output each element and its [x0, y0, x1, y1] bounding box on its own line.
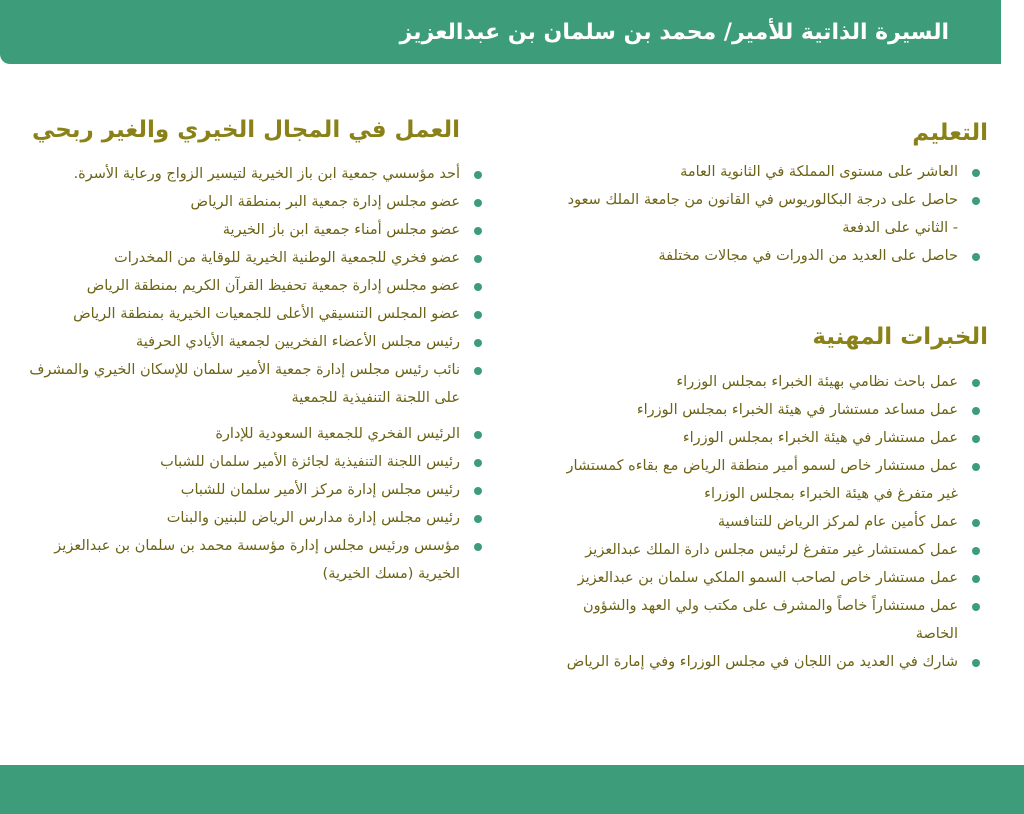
bullet-icon — [972, 253, 980, 261]
charity-item-text: عضو مجلس إدارة جمعية تحفيظ القرآن الكريم بمنطقة الرياض — [86, 278, 460, 294]
experience-item-text: عمل مستشار خاص لصاحب السمو الملكي سلمان بن عبدالعزيز — [577, 570, 958, 586]
experience-item-text: عمل كمستشار غير متفرغ لرئيس مجلس دارة الملك عبدالعزيز — [585, 542, 958, 558]
charity-item-text: رئيس اللجنة التنفيذية لجائزة الأمير سلمان للشباب — [160, 454, 460, 470]
header-band — [0, 0, 1001, 64]
bullet-icon — [474, 255, 482, 263]
charity-item-text: الرئيس الفخري للجمعية السعودية للإدارة — [215, 426, 460, 442]
charity-list — [26, 160, 486, 588]
bullet-icon — [474, 431, 482, 439]
charity-item-text: عضو فخري للجمعية الوطنية الخيرية للوقاية من المخدرات — [114, 250, 460, 266]
charity-item — [26, 160, 486, 188]
bullet-icon — [972, 519, 980, 527]
bullet-icon — [474, 367, 482, 375]
charity-item — [26, 272, 486, 300]
charity-item-text: أحد مؤسسي جمعية ابن باز الخيرية لتيسير الزواج ورعاية الأسرة. — [73, 166, 460, 182]
charity-item — [26, 504, 486, 532]
charity-item — [26, 448, 486, 476]
charity-heading: العمل في المجال الخيري والغير ربحي — [31, 117, 460, 143]
charity-item — [26, 188, 486, 216]
charity-item-text: رئيس مجلس إدارة مركز الأمير سلمان للشباب — [180, 482, 460, 498]
charity-item-text: رئيس مجلس الأعضاء الفخريين لجمعية الأيادي الحرفية — [135, 334, 460, 350]
charity-item — [26, 216, 486, 244]
bullet-icon — [972, 603, 980, 611]
bullet-icon — [474, 283, 482, 291]
bullet-icon — [972, 379, 980, 387]
charity-item-text: مؤسس ورئيس مجلس إدارة مؤسسة محمد بن سلمان بن عبدالعزيز الخيرية (مسك الخيرية) — [54, 538, 460, 582]
experience-item-text: عمل مستشاراً خاصاً والمشرف على مكتب ولي العهد والشؤون الخاصة — [583, 598, 958, 642]
experience-item — [554, 396, 984, 424]
education-item-text: حاصل على درجة البكالوريوس في القانون من جامعة الملك سعود - الثاني على الدفعة — [567, 192, 958, 236]
bullet-icon — [972, 407, 980, 415]
experience-item-text: شارك في العديد من اللجان في مجلس الوزراء وفي إمارة الرياض — [566, 654, 958, 670]
charity-item-text: نائب رئيس مجلس إدارة جمعية الأمير سلمان للإسكان الخيري والمشرف على اللجنة التنفيذية للجمعية — [29, 362, 460, 406]
experience-item — [554, 424, 984, 452]
education-heading: التعليم — [912, 120, 988, 146]
experience-item — [554, 648, 984, 676]
experience-item-text: عمل مساعد مستشار في هيئة الخبراء بمجلس الوزراء — [636, 402, 958, 418]
bullet-icon — [474, 199, 482, 207]
bullet-icon — [972, 463, 980, 471]
experience-item-text: عمل مستشار في هيئة الخبراء بمجلس الوزراء — [682, 430, 958, 446]
bullet-icon — [474, 339, 482, 347]
experience-item — [554, 368, 984, 396]
charity-item — [26, 356, 486, 412]
bullet-icon — [972, 169, 980, 177]
experience-list — [554, 368, 984, 676]
bullet-icon — [972, 435, 980, 443]
footer-band — [0, 765, 1024, 814]
bullet-icon — [972, 197, 980, 205]
charity-item-text: رئيس مجلس إدارة مدارس الرياض للبنين والبنات — [166, 510, 460, 526]
bullet-icon — [474, 227, 482, 235]
page-title: السيرة الذاتية للأمير/ محمد بن سلمان بن عبدالعزيز — [399, 20, 949, 45]
bullet-icon — [474, 459, 482, 467]
charity-item — [26, 476, 486, 504]
education-item — [564, 186, 984, 242]
charity-item-text: عضو المجلس التنسيقي الأعلى للجمعيات الخيرية بمنطقة الرياض — [73, 306, 460, 322]
charity-item — [26, 244, 486, 272]
education-item-text: العاشر على مستوى المملكة في الثانوية العامة — [680, 164, 958, 180]
charity-item — [26, 420, 486, 448]
bullet-icon — [972, 659, 980, 667]
experience-item-text: عمل مستشار خاص لسمو أمير منطقة الرياض مع بقاءه كمستشار غير متفرغ في هيئة الخبراء بمجلس الوزراء — [566, 458, 958, 502]
experience-heading: الخبرات المهنية — [812, 324, 988, 350]
charity-item — [26, 532, 486, 588]
experience-item — [554, 536, 984, 564]
education-item — [564, 158, 984, 186]
bullet-icon — [972, 547, 980, 555]
education-item — [564, 242, 984, 270]
bullet-icon — [474, 311, 482, 319]
experience-item — [554, 592, 984, 648]
bullet-icon — [474, 171, 482, 179]
experience-item — [554, 452, 984, 508]
bullet-icon — [474, 487, 482, 495]
experience-item — [554, 564, 984, 592]
bullet-icon — [972, 575, 980, 583]
experience-item — [554, 508, 984, 536]
charity-item — [26, 328, 486, 356]
charity-item-text: عضو مجلس إدارة جمعية البر بمنطقة الرياض — [190, 194, 460, 210]
charity-item-text: عضو مجلس أمناء جمعية ابن باز الخيرية — [222, 222, 460, 238]
experience-item-text: عمل كأمين عام لمركز الرياض للتنافسية — [717, 514, 958, 530]
bullet-icon — [474, 515, 482, 523]
experience-item-text: عمل باحث نظامي بهيئة الخبراء بمجلس الوزراء — [676, 374, 958, 390]
charity-item — [26, 300, 486, 328]
education-list — [564, 158, 984, 270]
education-item-text: حاصل على العديد من الدورات في مجالات مختلفة — [658, 248, 958, 264]
bullet-icon — [474, 543, 482, 551]
